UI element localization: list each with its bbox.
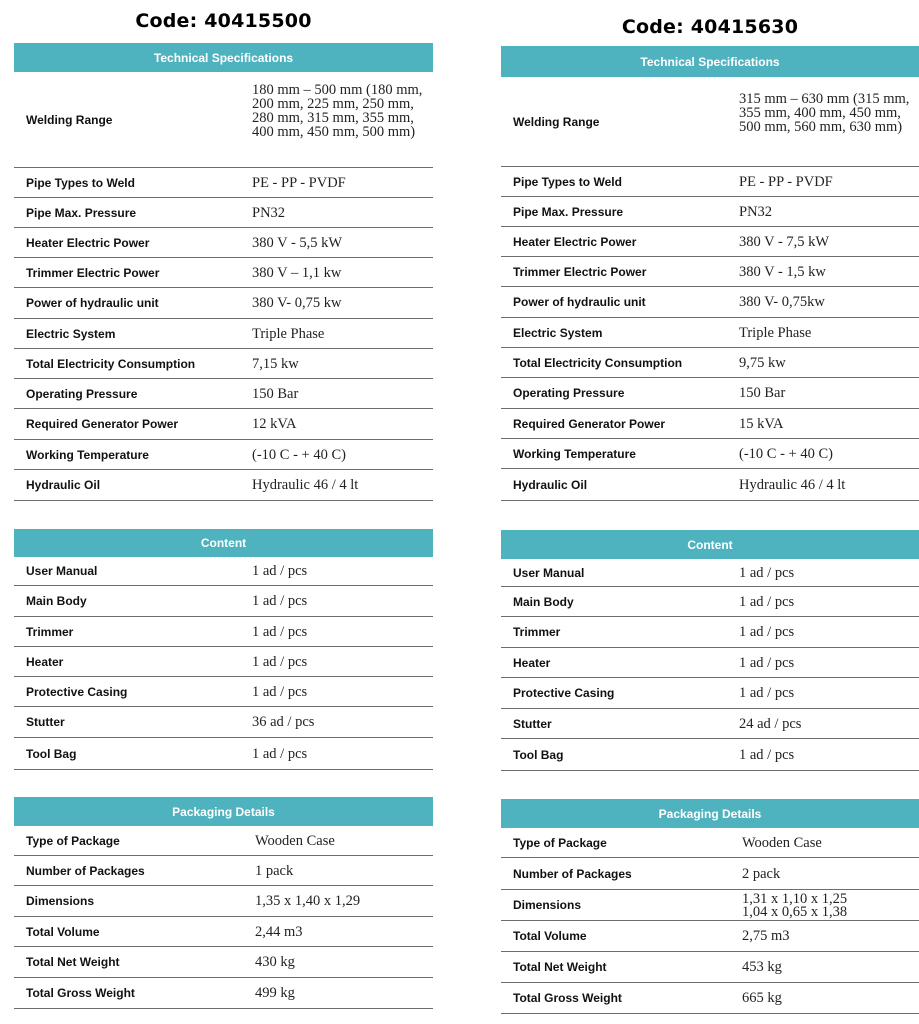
section-header: Technical Specifications: [501, 46, 919, 77]
row-label: Heater Electric Power: [513, 234, 637, 249]
row-label: User Manual: [26, 564, 98, 578]
row-label: Pipe Max. Pressure: [513, 204, 624, 219]
row-label: Hydraulic Oil: [26, 478, 101, 492]
row-value: 36 ad / pcs: [252, 714, 315, 730]
table-row: [14, 72, 433, 168]
row-label: Operating Pressure: [26, 386, 138, 401]
row-value: 315 mm – 630 mm (315 mm, 355 mm, 400 mm, 450 mm, 500 mm, 560 mm, 630 mm): [739, 91, 910, 135]
row-label: Total Gross Weight: [26, 986, 135, 1000]
product-code-title: Code: 40415500: [135, 10, 312, 32]
table-row: [501, 197, 919, 227]
row-value: 1 ad / pcs: [739, 593, 795, 610]
table-row: [14, 258, 433, 288]
row-value: 1 ad / pcs: [252, 563, 308, 579]
table-row: [501, 921, 919, 952]
table-row: [501, 409, 919, 439]
table-row: [501, 348, 919, 378]
table-row: [501, 587, 919, 617]
table-row: [501, 167, 919, 197]
table-row: [14, 198, 433, 228]
row-label: Working Temperature: [513, 446, 636, 461]
table-row: [501, 77, 919, 167]
row-label: Type of Package: [513, 835, 607, 850]
row-value: Triple Phase: [252, 325, 325, 342]
table-row: [14, 886, 433, 917]
row-value: PE - PP - PVDF: [739, 173, 833, 190]
row-value: 1 ad / pcs: [252, 653, 308, 670]
row-value: Hydraulic 46 / 4 lt: [739, 476, 846, 493]
row-value: 15 kVA: [739, 415, 784, 432]
table-row: [14, 917, 433, 947]
table-row: [14, 647, 433, 677]
table-row: [14, 978, 433, 1009]
table-row: [14, 440, 433, 470]
table-row: [501, 890, 919, 921]
row-value: 1 ad / pcs: [252, 683, 308, 700]
row-label: User Manual: [513, 565, 585, 580]
row-label: Required Generator Power: [513, 416, 666, 431]
table-row: [14, 288, 433, 319]
section-header: Content: [14, 529, 433, 557]
row-value: 1 ad / pcs: [739, 624, 795, 640]
row-label: Stutter: [513, 716, 552, 731]
section-header: Packaging Details: [501, 799, 919, 828]
table-row: [14, 470, 433, 501]
row-value: 380 V- 0,75kw: [739, 294, 825, 310]
row-value: 7,15 kw: [252, 355, 299, 372]
table-row: [14, 738, 433, 770]
row-label: Welding Range: [26, 112, 113, 127]
row-value: 1 pack: [255, 862, 294, 879]
row-value: Wooden Case: [742, 834, 822, 851]
table-row: [14, 617, 433, 647]
row-value: 180 mm – 500 mm (180 mm, 200 mm, 225 mm, 250 mm, 280 mm, 315 mm, 355 mm, 400 mm, 450 mm, 500 mm): [252, 82, 423, 140]
row-label: Number of Packages: [26, 863, 145, 878]
table-row: [14, 379, 433, 409]
row-label: Pipe Types to Weld: [513, 174, 622, 189]
table-row: [501, 287, 919, 318]
table-row: [501, 858, 919, 890]
row-label: Power of hydraulic unit: [26, 296, 159, 310]
row-label: Trimmer: [26, 624, 74, 639]
table-row: [501, 559, 919, 587]
table-row: [14, 349, 433, 379]
row-label: Pipe Max. Pressure: [26, 205, 137, 220]
row-value: 24 ad / pcs: [739, 715, 802, 732]
table-row: [14, 586, 433, 617]
row-value: 2,44 m3: [255, 923, 303, 940]
row-value: 150 Bar: [739, 385, 786, 401]
row-label: Main Body: [513, 594, 574, 609]
row-value: 1,35 x 1,40 x 1,29: [255, 893, 361, 909]
row-label: Total Electricity Consumption: [26, 356, 196, 371]
row-value: 380 V - 5,5 kW: [252, 234, 343, 251]
row-label: Total Net Weight: [26, 955, 120, 969]
row-value: 665 kg: [742, 990, 782, 1006]
table-row: [501, 469, 919, 501]
row-label: Stutter: [26, 715, 65, 729]
row-label: Total Gross Weight: [513, 991, 622, 1005]
row-value: 1 ad / pcs: [252, 745, 308, 762]
table-row: [14, 409, 433, 440]
table-row: [501, 318, 919, 348]
row-label: Heater: [26, 654, 64, 669]
row-value: 2,75 m3: [742, 928, 790, 944]
table-row: [501, 983, 919, 1014]
row-value: PN32: [739, 203, 773, 220]
row-label: Protective Casing: [26, 684, 128, 699]
row-label: Tool Bag: [26, 746, 77, 761]
row-label: Operating Pressure: [513, 386, 625, 400]
table-row: [501, 439, 919, 469]
row-value: 1 ad / pcs: [252, 593, 308, 609]
row-value: (-10 C - + 40 C): [739, 445, 833, 462]
table-row: [14, 168, 433, 198]
row-value: Triple Phase: [739, 324, 812, 341]
row-label: Trimmer: [513, 625, 561, 639]
table-row: [14, 947, 433, 978]
row-value: 380 V - 7,5 kW: [739, 233, 830, 250]
table-row: [14, 856, 433, 886]
row-label: Electric System: [26, 326, 116, 341]
row-value: 380 V – 1,1 kw: [252, 264, 342, 281]
table-row: [501, 257, 919, 287]
row-label: Tool Bag: [513, 747, 564, 762]
row-label: Power of hydraulic unit: [513, 295, 646, 309]
section-header: Technical Specifications: [14, 43, 433, 72]
row-label: Heater Electric Power: [26, 235, 150, 250]
section-header: Content: [501, 530, 919, 559]
table-row: [14, 557, 433, 586]
table-row: [501, 739, 919, 771]
table-row: [501, 709, 919, 739]
row-label: Total Volume: [513, 929, 587, 943]
section-header: Packaging Details: [14, 797, 433, 826]
table-row: [14, 319, 433, 349]
row-value: 12 kVA: [252, 416, 297, 432]
row-value: 380 V - 1,5 kw: [739, 263, 826, 280]
row-value: 1 ad / pcs: [739, 685, 795, 701]
table-row: [501, 227, 919, 257]
row-label: Electric System: [513, 325, 603, 340]
row-value: 1 ad / pcs: [739, 564, 795, 581]
row-value: 150 Bar: [252, 385, 299, 402]
row-label: Number of Packages: [513, 866, 632, 881]
row-label: Pipe Types to Weld: [26, 175, 135, 190]
row-label: Required Generator Power: [26, 417, 179, 431]
row-value: 1 ad / pcs: [739, 654, 795, 671]
row-value: 1 ad / pcs: [739, 746, 795, 763]
row-value: Hydraulic 46 / 4 lt: [252, 477, 359, 493]
row-label: Type of Package: [26, 833, 120, 848]
row-value: PE - PP - PVDF: [252, 174, 346, 191]
row-label: Total Net Weight: [513, 960, 607, 974]
row-label: Working Temperature: [26, 447, 149, 462]
table-row: [501, 378, 919, 409]
row-label: Main Body: [26, 594, 87, 608]
row-value: (-10 C - + 40 C): [252, 446, 346, 463]
row-label: Protective Casing: [513, 686, 615, 700]
row-value: PN32: [252, 204, 286, 221]
row-label: Total Volume: [26, 924, 100, 939]
table-row: [501, 828, 919, 858]
table-row: [14, 677, 433, 707]
table-row: [14, 228, 433, 258]
row-value: 430 kg: [255, 954, 295, 970]
row-label: Heater: [513, 655, 551, 670]
table-row: [14, 707, 433, 738]
row-value: 499 kg: [255, 985, 295, 1001]
row-label: Trimmer Electric Power: [26, 265, 160, 280]
row-label: Dimensions: [26, 894, 95, 908]
row-label: Trimmer Electric Power: [513, 264, 647, 279]
row-label: Welding Range: [513, 114, 600, 129]
row-value: 1 ad / pcs: [252, 623, 308, 640]
table-row: [501, 617, 919, 648]
table-row: [14, 826, 433, 856]
row-value: 380 V- 0,75 kw: [252, 295, 342, 311]
row-value: 1,31 x 1,10 x 1,25 1,04 x 0,65 x 1,38: [742, 891, 848, 920]
row-label: Total Electricity Consumption: [513, 355, 683, 370]
row-label: Dimensions: [513, 898, 582, 912]
table-row: [501, 648, 919, 678]
product-code-title: Code: 40415630: [621, 16, 799, 38]
row-value: 453 kg: [742, 959, 782, 975]
row-value: Wooden Case: [255, 832, 335, 849]
table-row: [501, 678, 919, 709]
table-row: [501, 952, 919, 983]
row-value: 9,75 kw: [739, 354, 786, 371]
row-label: Hydraulic Oil: [513, 477, 588, 492]
row-value: 2 pack: [742, 865, 781, 882]
